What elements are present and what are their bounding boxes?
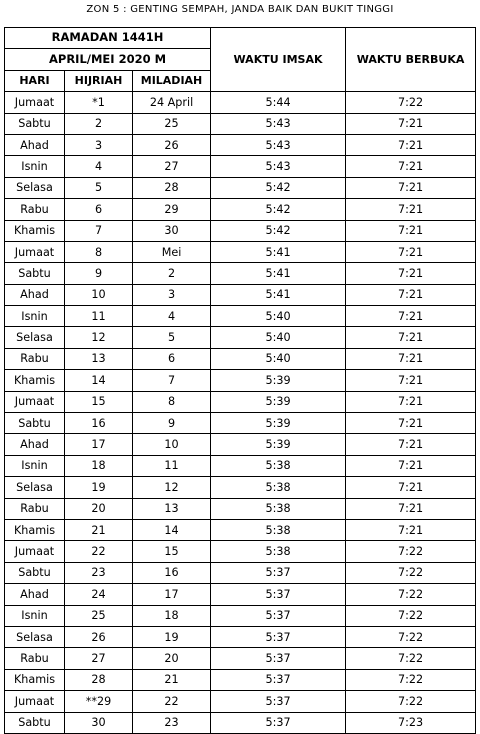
cell-berbuka: 7:21 xyxy=(346,477,476,498)
cell-miladiah: 10 xyxy=(133,434,211,455)
cell-miladiah: 12 xyxy=(133,477,211,498)
cell-berbuka: 7:22 xyxy=(346,626,476,647)
table-row xyxy=(5,177,476,198)
cell-miladiah: 21 xyxy=(133,669,211,690)
cell-berbuka: 7:21 xyxy=(346,113,476,134)
hari-heading: HARI xyxy=(5,70,65,91)
cell-miladiah: 26 xyxy=(133,134,211,155)
cell-imsak: 5:40 xyxy=(211,348,346,369)
table-row xyxy=(5,220,476,241)
cell-miladiah: 23 xyxy=(133,712,211,733)
cell-hari: Jumaat xyxy=(5,691,65,712)
cell-imsak: 5:37 xyxy=(211,648,346,669)
cell-imsak: 5:39 xyxy=(211,370,346,391)
cell-miladiah: 11 xyxy=(133,455,211,476)
cell-berbuka: 7:21 xyxy=(346,241,476,262)
cell-berbuka: 7:21 xyxy=(346,370,476,391)
cell-hijriah: 15 xyxy=(65,391,133,412)
cell-hijriah: 10 xyxy=(65,284,133,305)
table-body xyxy=(5,92,476,734)
cell-hari: Ahad xyxy=(5,584,65,605)
cell-berbuka: 7:21 xyxy=(346,134,476,155)
cell-berbuka: 7:21 xyxy=(346,306,476,327)
miladiah-heading: MILADIAH xyxy=(133,70,211,91)
cell-berbuka: 7:22 xyxy=(346,562,476,583)
cell-miladiah: Mei xyxy=(133,241,211,262)
cell-berbuka: 7:22 xyxy=(346,92,476,113)
cell-miladiah: 25 xyxy=(133,113,211,134)
cell-hari: Rabu xyxy=(5,199,65,220)
cell-hijriah: 20 xyxy=(65,498,133,519)
cell-hari: Jumaat xyxy=(5,391,65,412)
table-row xyxy=(5,648,476,669)
cell-berbuka: 7:21 xyxy=(346,156,476,177)
cell-berbuka: 7:22 xyxy=(346,691,476,712)
period-heading: APRIL/MEI 2020 M xyxy=(5,49,211,70)
cell-berbuka: 7:21 xyxy=(346,434,476,455)
cell-berbuka: 7:21 xyxy=(346,348,476,369)
page-title: ZON 5 : GENTING SEMPAH, JANDA BAIK DAN BUKIT TINGGI xyxy=(86,4,394,15)
cell-hijriah: 9 xyxy=(65,263,133,284)
cell-miladiah: 3 xyxy=(133,284,211,305)
cell-miladiah: 7 xyxy=(133,370,211,391)
cell-miladiah: 4 xyxy=(133,306,211,327)
cell-miladiah: 15 xyxy=(133,541,211,562)
cell-hijriah: 24 xyxy=(65,584,133,605)
cell-hijriah: 28 xyxy=(65,669,133,690)
cell-imsak: 5:41 xyxy=(211,241,346,262)
cell-berbuka: 7:22 xyxy=(346,669,476,690)
cell-hari: Ahad xyxy=(5,284,65,305)
cell-berbuka: 7:21 xyxy=(346,220,476,241)
cell-berbuka: 7:21 xyxy=(346,498,476,519)
cell-hijriah: 14 xyxy=(65,370,133,391)
cell-hijriah: 23 xyxy=(65,562,133,583)
cell-hari: Rabu xyxy=(5,348,65,369)
cell-hari: Khamis xyxy=(5,669,65,690)
cell-berbuka: 7:22 xyxy=(346,541,476,562)
cell-hijriah: 30 xyxy=(65,712,133,733)
table-row xyxy=(5,327,476,348)
cell-hijriah: 27 xyxy=(65,648,133,669)
cell-imsak: 5:39 xyxy=(211,391,346,412)
table-row xyxy=(5,541,476,562)
table-row xyxy=(5,691,476,712)
cell-miladiah: 9 xyxy=(133,413,211,434)
table-row xyxy=(5,669,476,690)
cell-imsak: 5:38 xyxy=(211,498,346,519)
cell-hijriah: 16 xyxy=(65,413,133,434)
cell-imsak: 5:41 xyxy=(211,263,346,284)
table-row xyxy=(5,92,476,113)
cell-hari: Selasa xyxy=(5,327,65,348)
table-row xyxy=(5,391,476,412)
cell-hijriah: 11 xyxy=(65,306,133,327)
table-row xyxy=(5,241,476,262)
cell-hijriah: 25 xyxy=(65,605,133,626)
cell-berbuka: 7:21 xyxy=(346,413,476,434)
cell-hari: Jumaat xyxy=(5,92,65,113)
cell-berbuka: 7:21 xyxy=(346,327,476,348)
ramadan-heading: RAMADAN 1441H xyxy=(5,28,211,49)
cell-miladiah: 2 xyxy=(133,263,211,284)
table-row xyxy=(5,370,476,391)
cell-hijriah: 6 xyxy=(65,199,133,220)
table-row xyxy=(5,199,476,220)
cell-imsak: 5:38 xyxy=(211,477,346,498)
cell-imsak: 5:40 xyxy=(211,327,346,348)
cell-hari: Ahad xyxy=(5,434,65,455)
cell-hari: Sabtu xyxy=(5,562,65,583)
cell-imsak: 5:44 xyxy=(211,92,346,113)
cell-imsak: 5:43 xyxy=(211,156,346,177)
cell-berbuka: 7:22 xyxy=(346,605,476,626)
cell-miladiah: 28 xyxy=(133,177,211,198)
cell-hari: Khamis xyxy=(5,370,65,391)
cell-imsak: 5:37 xyxy=(211,584,346,605)
table-row xyxy=(5,477,476,498)
imsak-heading: WAKTU IMSAK xyxy=(211,28,346,92)
cell-miladiah: 16 xyxy=(133,562,211,583)
cell-hijriah: **29 xyxy=(65,691,133,712)
cell-hari: Selasa xyxy=(5,477,65,498)
cell-hijriah: 8 xyxy=(65,241,133,262)
hijriah-heading: HIJRIAH xyxy=(65,70,133,91)
table-row xyxy=(5,263,476,284)
cell-hijriah: 26 xyxy=(65,626,133,647)
table-row xyxy=(5,605,476,626)
table-row xyxy=(5,498,476,519)
table-row xyxy=(5,134,476,155)
cell-hari: Khamis xyxy=(5,519,65,540)
cell-imsak: 5:38 xyxy=(211,541,346,562)
cell-hijriah: 17 xyxy=(65,434,133,455)
cell-imsak: 5:42 xyxy=(211,220,346,241)
cell-imsak: 5:42 xyxy=(211,177,346,198)
table-row xyxy=(5,113,476,134)
cell-imsak: 5:43 xyxy=(211,134,346,155)
cell-hijriah: 3 xyxy=(65,134,133,155)
cell-berbuka: 7:23 xyxy=(346,712,476,733)
cell-imsak: 5:37 xyxy=(211,562,346,583)
cell-hijriah: 12 xyxy=(65,327,133,348)
table-row xyxy=(5,306,476,327)
cell-miladiah: 5 xyxy=(133,327,211,348)
cell-hari: Jumaat xyxy=(5,241,65,262)
cell-miladiah: 17 xyxy=(133,584,211,605)
cell-hari: Isnin xyxy=(5,306,65,327)
cell-imsak: 5:38 xyxy=(211,519,346,540)
table-row xyxy=(5,413,476,434)
cell-miladiah: 6 xyxy=(133,348,211,369)
cell-hari: Selasa xyxy=(5,177,65,198)
table-row xyxy=(5,626,476,647)
cell-imsak: 5:37 xyxy=(211,691,346,712)
cell-hijriah: 13 xyxy=(65,348,133,369)
cell-hari: Sabtu xyxy=(5,712,65,733)
table-row xyxy=(5,562,476,583)
cell-berbuka: 7:21 xyxy=(346,284,476,305)
cell-imsak: 5:37 xyxy=(211,669,346,690)
cell-hijriah: 7 xyxy=(65,220,133,241)
cell-miladiah: 8 xyxy=(133,391,211,412)
table-row xyxy=(5,348,476,369)
table-row xyxy=(5,434,476,455)
cell-hari: Sabtu xyxy=(5,113,65,134)
table-row xyxy=(5,519,476,540)
header-row-ramadan xyxy=(5,28,476,49)
cell-miladiah: 13 xyxy=(133,498,211,519)
berbuka-heading: WAKTU BERBUKA xyxy=(346,28,476,92)
cell-miladiah: 20 xyxy=(133,648,211,669)
cell-hari: Isnin xyxy=(5,455,65,476)
cell-hari: Jumaat xyxy=(5,541,65,562)
cell-hari: Rabu xyxy=(5,648,65,669)
cell-hijriah: 18 xyxy=(65,455,133,476)
cell-hijriah: 5 xyxy=(65,177,133,198)
cell-imsak: 5:37 xyxy=(211,605,346,626)
cell-imsak: 5:42 xyxy=(211,199,346,220)
cell-hijriah: 22 xyxy=(65,541,133,562)
table-row xyxy=(5,156,476,177)
cell-berbuka: 7:22 xyxy=(346,584,476,605)
cell-berbuka: 7:21 xyxy=(346,455,476,476)
table-row xyxy=(5,284,476,305)
table-header xyxy=(5,28,476,92)
cell-hijriah: 2 xyxy=(65,113,133,134)
cell-imsak: 5:37 xyxy=(211,712,346,733)
cell-hari: Rabu xyxy=(5,498,65,519)
cell-imsak: 5:41 xyxy=(211,284,346,305)
cell-hijriah: 21 xyxy=(65,519,133,540)
cell-miladiah: 18 xyxy=(133,605,211,626)
cell-imsak: 5:37 xyxy=(211,626,346,647)
table-row xyxy=(5,584,476,605)
cell-imsak: 5:43 xyxy=(211,113,346,134)
cell-miladiah: 30 xyxy=(133,220,211,241)
cell-miladiah: 22 xyxy=(133,691,211,712)
cell-miladiah: 19 xyxy=(133,626,211,647)
cell-hari: Selasa xyxy=(5,626,65,647)
cell-hari: Sabtu xyxy=(5,413,65,434)
cell-berbuka: 7:21 xyxy=(346,391,476,412)
cell-imsak: 5:39 xyxy=(211,413,346,434)
cell-berbuka: 7:21 xyxy=(346,199,476,220)
cell-berbuka: 7:21 xyxy=(346,263,476,284)
cell-hijriah: *1 xyxy=(65,92,133,113)
cell-hijriah: 4 xyxy=(65,156,133,177)
table-row xyxy=(5,712,476,733)
schedule-table xyxy=(4,27,476,734)
cell-hari: Sabtu xyxy=(5,263,65,284)
cell-hari: Isnin xyxy=(5,156,65,177)
table-row xyxy=(5,455,476,476)
cell-berbuka: 7:21 xyxy=(346,519,476,540)
cell-hari: Khamis xyxy=(5,220,65,241)
cell-imsak: 5:40 xyxy=(211,306,346,327)
cell-imsak: 5:39 xyxy=(211,434,346,455)
cell-berbuka: 7:22 xyxy=(346,648,476,669)
cell-hijriah: 19 xyxy=(65,477,133,498)
cell-miladiah: 27 xyxy=(133,156,211,177)
cell-miladiah: 29 xyxy=(133,199,211,220)
cell-hari: Ahad xyxy=(5,134,65,155)
cell-imsak: 5:38 xyxy=(211,455,346,476)
cell-miladiah: 24 April xyxy=(133,92,211,113)
cell-berbuka: 7:21 xyxy=(346,177,476,198)
cell-miladiah: 14 xyxy=(133,519,211,540)
cell-hari: Isnin xyxy=(5,605,65,626)
